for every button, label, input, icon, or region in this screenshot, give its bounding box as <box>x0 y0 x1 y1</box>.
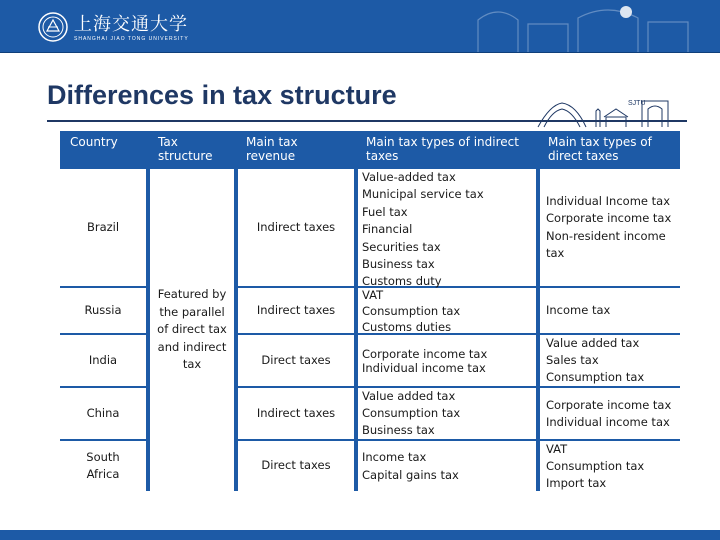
table-row-revenue: Direct taxes <box>238 335 354 386</box>
header-tax-structure: Tax structure <box>150 131 234 167</box>
table-row-direct: Corporate income tax Individual income tax <box>540 388 680 439</box>
decor-label: SJTU <box>628 100 646 107</box>
table-row-indirect: Value-added tax Municipal service tax Fuel tax Financial Securities tax Business tax Customs duty <box>358 169 536 286</box>
table-row-country: India <box>60 335 146 386</box>
table-row-indirect: Income tax Capital gains tax <box>358 441 536 491</box>
table-row-revenue: Indirect taxes <box>238 169 354 286</box>
campus-building-icon <box>536 93 670 129</box>
table-row-country: China <box>60 388 146 439</box>
header-country: Country <box>60 131 146 167</box>
table-row-direct: Individual Income tax Corporate income tax Non-resident income tax <box>540 169 680 286</box>
table-row-revenue: Indirect taxes <box>238 288 354 333</box>
table-row-revenue: Indirect taxes <box>238 388 354 439</box>
table-row-indirect: VAT Consumption tax Customs duties <box>358 288 536 333</box>
table-row-revenue: Direct taxes <box>238 441 354 491</box>
table-row-direct: Income tax <box>540 288 680 333</box>
university-name-cn: 上海交通大学 <box>74 14 188 35</box>
header-direct-types: Main tax types of direct taxes <box>540 131 680 167</box>
table-row-indirect: Corporate income tax Individual income tax <box>358 335 536 386</box>
page-title: Differences in tax structure <box>47 80 397 110</box>
title-divider <box>47 120 687 122</box>
table-row-country: South Africa <box>60 441 146 491</box>
table-row-indirect: Value added tax Consumption tax Business tax <box>358 388 536 439</box>
table-row-country: Russia <box>60 288 146 333</box>
table-row-country: Brazil <box>60 169 146 286</box>
footer-bar <box>0 530 720 540</box>
header-main-revenue: Main tax revenue <box>238 131 354 167</box>
header-indirect-types: Main tax types of indirect taxes <box>358 131 536 167</box>
university-emblem-icon <box>38 12 68 42</box>
table-row-direct: Value added tax Sales tax Consumption tax <box>540 335 680 386</box>
header-decoration-icon <box>448 0 720 52</box>
university-name-en: SHANGHAI JIAO TONG UNIVERSITY <box>74 36 189 42</box>
tax-structure-note: Featured by the parallel of direct tax and indirect tax <box>150 169 234 491</box>
header-bar <box>0 0 720 53</box>
table-row-direct: VAT Consumption tax Import tax <box>540 441 680 491</box>
